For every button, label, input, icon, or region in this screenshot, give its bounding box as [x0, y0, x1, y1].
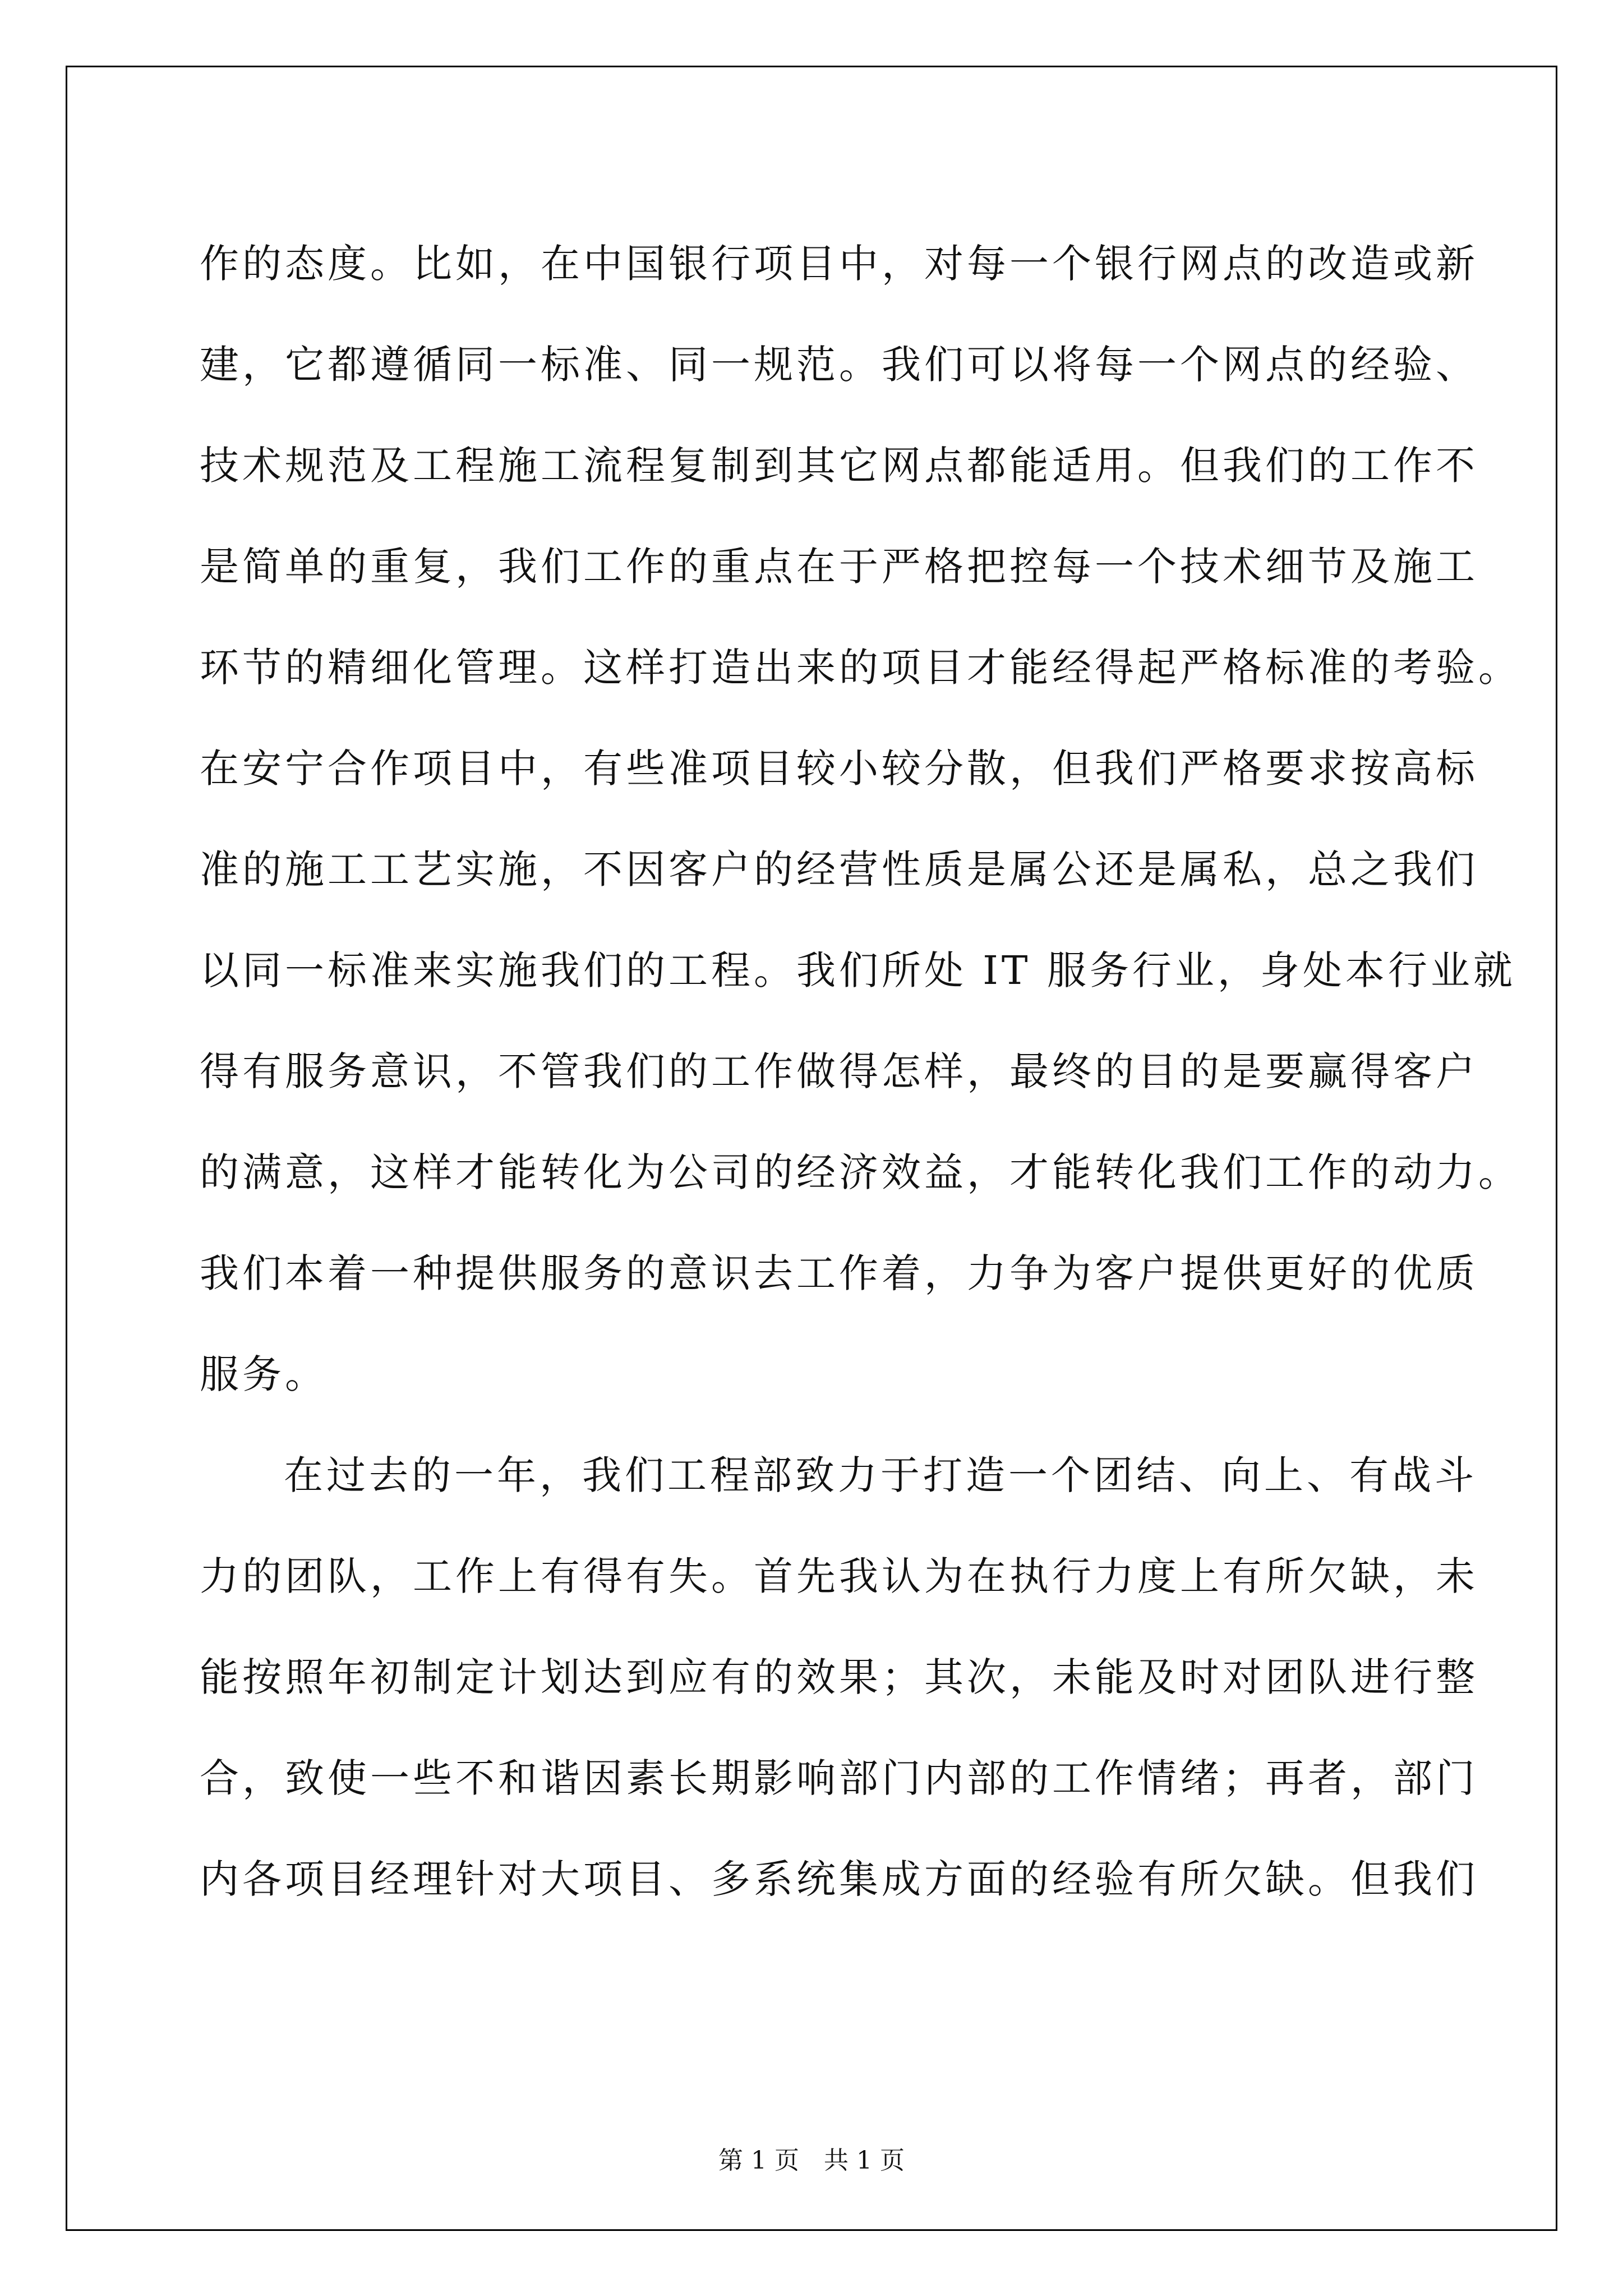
- page-number-footer: 第 1 页 共 1 页: [718, 2146, 905, 2175]
- text-line: 环节的精细化管理。这样打造出来的项目才能经得起严格标准的考验。: [200, 645, 1521, 691]
- text-line: 服务。: [200, 1351, 328, 1397]
- text-line: 作的态度。比如，在中国银行项目中，对每一个银行网点的改造或新: [200, 241, 1478, 287]
- text-line: 以同一标准来实施我们的工程。我们所处 IT 服务行业，身处本行业就: [200, 947, 1516, 993]
- text-line: 内各项目经理针对大项目、多系统集成方面的经验有所欠缺。但我们: [200, 1856, 1478, 1902]
- paragraph-2: [200, 1425, 1478, 1930]
- text-line: 力的团队，工作上有得有失。首先我认为在执行力度上有所欠缺，未: [200, 1553, 1478, 1599]
- text-line: 我们本着一种提供服务的意识去工作着，力争为客户提供更好的优质: [200, 1250, 1478, 1296]
- text-line: 是简单的重复，我们工作的重点在于严格把控每一个技术细节及施工: [200, 544, 1478, 590]
- paragraph-1: [200, 213, 1521, 1425]
- text-line: 准的施工工艺实施，不因客户的经营性质是属公还是属私，总之我们: [200, 846, 1478, 892]
- text-line: 技术规范及工程施工流程复制到其它网点都能适用。但我们的工作不: [200, 443, 1478, 489]
- document-body: [200, 213, 1521, 1930]
- text-line: 建，它都遵循同一标准、同一规范。我们可以将每一个网点的经验、: [200, 342, 1478, 388]
- text-line: 能按照年初制定计划达到应有的效果；其次，未能及时对团队进行整: [200, 1654, 1478, 1700]
- text-line-indented: 在过去的一年，我们工程部致力于打造一个团结、向上、有战斗: [284, 1452, 1477, 1498]
- text-line: 得有服务意识，不管我们的工作做得怎样，最终的目的是要赢得客户: [200, 1048, 1478, 1094]
- text-line: 合，致使一些不和谐因素长期影响部门内部的工作情绪；再者，部门: [200, 1755, 1478, 1801]
- text-line: 在安宁合作项目中，有些准项目较小较分散，但我们严格要求按高标: [200, 746, 1478, 792]
- text-line: 的满意，这样才能转化为公司的经济效益，才能转化我们工作的动力。: [200, 1149, 1521, 1195]
